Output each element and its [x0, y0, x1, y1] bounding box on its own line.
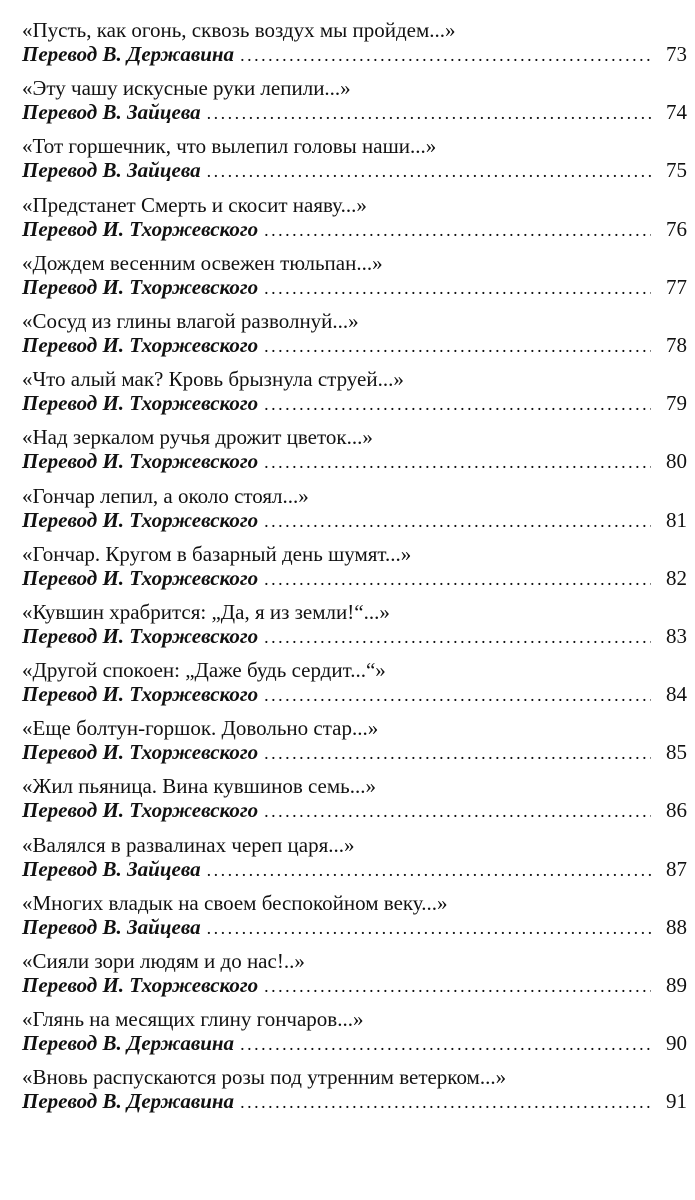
toc-entry — [22, 247, 687, 305]
translator-credit: Перевод И. Тхоржевского — [22, 973, 259, 997]
poem-title: «Тот горшечник, что вылепил головы наши...» — [22, 134, 437, 159]
dot-leader — [207, 101, 651, 126]
dot-leader — [264, 799, 651, 824]
page-number: 88 — [666, 914, 687, 939]
toc-line — [22, 42, 687, 68]
dot-leader — [264, 509, 651, 534]
dot-leader — [240, 43, 651, 68]
page-number: 80 — [666, 449, 687, 474]
toc-entry — [22, 712, 687, 770]
page-number: 90 — [666, 1031, 687, 1056]
translator-credit: Перевод И. Тхоржевского — [22, 740, 259, 765]
toc-entry — [22, 945, 687, 1003]
toc-line — [22, 1031, 687, 1057]
toc-entry — [22, 1061, 687, 1119]
toc-line — [22, 915, 687, 941]
toc-line — [22, 798, 687, 824]
toc-line — [22, 449, 687, 475]
translator-credit: Перевод И. Тхоржевского — [22, 449, 259, 474]
poem-title: «Валялся в развалинах череп царя...» — [22, 832, 355, 857]
toc-entry — [22, 14, 687, 72]
poem-title: «Над зеркалом ручья дрожит цветок...» — [22, 425, 373, 450]
translator-credit: Перевод В. Зайцева — [22, 914, 201, 939]
translator-credit: Перевод В. Зайцева — [22, 856, 201, 881]
dot-leader — [264, 450, 651, 475]
dot-leader — [207, 159, 651, 184]
page-number: 87 — [666, 856, 687, 881]
page-number: 89 — [666, 973, 687, 997]
toc-entry — [22, 130, 687, 188]
page-number: 78 — [666, 332, 687, 357]
translator-credit: Перевод И. Тхоржевского — [22, 332, 259, 357]
translator-credit: Перевод И. Тхоржевского — [22, 216, 259, 241]
translator-credit: Перевод И. Тхоржевского — [22, 274, 259, 299]
dot-leader — [240, 1032, 651, 1057]
page-number: 86 — [666, 798, 687, 823]
toc-entry — [22, 480, 687, 538]
poem-title: «Кувшин храбрится: „Да, я из земли!“...» — [22, 599, 390, 624]
toc-line — [22, 217, 687, 243]
page-number: 76 — [666, 216, 687, 241]
translator-credit: Перевод И. Тхоржевского — [22, 682, 259, 707]
table-of-contents — [22, 14, 687, 1120]
toc-entry — [22, 770, 687, 828]
dot-leader — [240, 1090, 651, 1115]
toc-entry — [22, 887, 687, 945]
page-number: 82 — [666, 565, 687, 590]
toc-line — [22, 391, 687, 417]
toc-line — [22, 100, 687, 126]
poem-title: «Дождем весенним освежен тюльпан...» — [22, 250, 383, 275]
translator-credit: Перевод И. Тхоржевского — [22, 391, 259, 416]
toc-entry — [22, 654, 687, 712]
page-number: 85 — [666, 740, 687, 765]
poem-title: «Многих владык на своем беспокойном веку...» — [22, 890, 448, 915]
poem-title: «Гончар лепил, а около стоял...» — [22, 483, 309, 508]
translator-credit: Перевод В. Зайцева — [22, 100, 201, 125]
toc-line — [22, 333, 687, 359]
poem-title: «Вновь распускаются розы под утренним ветерком...» — [22, 1065, 507, 1090]
page-number: 73 — [666, 42, 687, 66]
translator-credit: Перевод И. Тхоржевского — [22, 565, 259, 590]
toc-line — [22, 566, 687, 592]
page-number: 91 — [666, 1089, 687, 1114]
poem-title: «Сияли зори людям и до нас!..» — [22, 949, 305, 973]
translator-credit: Перевод И. Тхоржевского — [22, 623, 259, 648]
dot-leader — [207, 858, 651, 883]
poem-title: «Глянь на месящих глину гончаров...» — [22, 1007, 364, 1032]
translator-credit: Перевод В. Державина — [22, 42, 235, 66]
page-number: 75 — [666, 158, 687, 183]
translator-credit: Перевод И. Тхоржевского — [22, 507, 259, 532]
toc-line — [22, 508, 687, 534]
dot-leader — [207, 916, 651, 941]
dot-leader — [264, 683, 651, 708]
toc-entry — [22, 363, 687, 421]
toc-entry — [22, 596, 687, 654]
translator-credit: Перевод В. Зайцева — [22, 158, 201, 183]
poem-title: «Пусть, как огонь, сквозь воздух мы пройдем...» — [22, 18, 456, 42]
toc-line — [22, 1089, 687, 1115]
poem-title: «Эту чашу искусные руки лепили...» — [22, 76, 351, 101]
toc-line — [22, 682, 687, 708]
poem-title: «Предстанет Смерть и скосит наяву...» — [22, 192, 367, 217]
poem-title: «Гончар. Кругом в базарный день шумят...» — [22, 541, 412, 566]
page-number: 81 — [666, 507, 687, 532]
poem-title: «Жил пьяница. Вина кувшинов семь...» — [22, 774, 376, 799]
page-number: 84 — [666, 682, 687, 707]
toc-line — [22, 275, 687, 301]
toc-line — [22, 624, 687, 650]
poem-title: «Что алый мак? Кровь брызнула струей...» — [22, 367, 404, 392]
toc-entry — [22, 829, 687, 887]
poem-title: «Еще болтун-горшок. Довольно стар...» — [22, 716, 379, 741]
toc-entry — [22, 538, 687, 596]
toc-line — [22, 857, 687, 883]
dot-leader — [264, 567, 651, 592]
toc-entry — [22, 72, 687, 130]
page-number: 74 — [666, 100, 687, 125]
toc-entry — [22, 305, 687, 363]
toc-line — [22, 973, 687, 999]
dot-leader — [264, 218, 651, 243]
page-number: 77 — [666, 274, 687, 299]
toc-line — [22, 740, 687, 766]
dot-leader — [264, 741, 651, 766]
dot-leader — [264, 334, 651, 359]
translator-credit: Перевод В. Державина — [22, 1089, 235, 1114]
dot-leader — [264, 974, 651, 999]
translator-credit: Перевод В. Державина — [22, 1031, 235, 1056]
poem-title: «Другой спокоен: „Даже будь сердит...“» — [22, 658, 386, 683]
toc-line — [22, 158, 687, 184]
page-number: 79 — [666, 391, 687, 416]
dot-leader — [264, 625, 651, 650]
poem-title: «Сосуд из глины влагой разволнуй...» — [22, 308, 359, 333]
toc-entry — [22, 189, 687, 247]
dot-leader — [264, 392, 651, 417]
page-number: 83 — [666, 623, 687, 648]
dot-leader — [264, 276, 651, 301]
toc-entry — [22, 421, 687, 479]
translator-credit: Перевод И. Тхоржевского — [22, 798, 259, 823]
toc-entry — [22, 1003, 687, 1061]
